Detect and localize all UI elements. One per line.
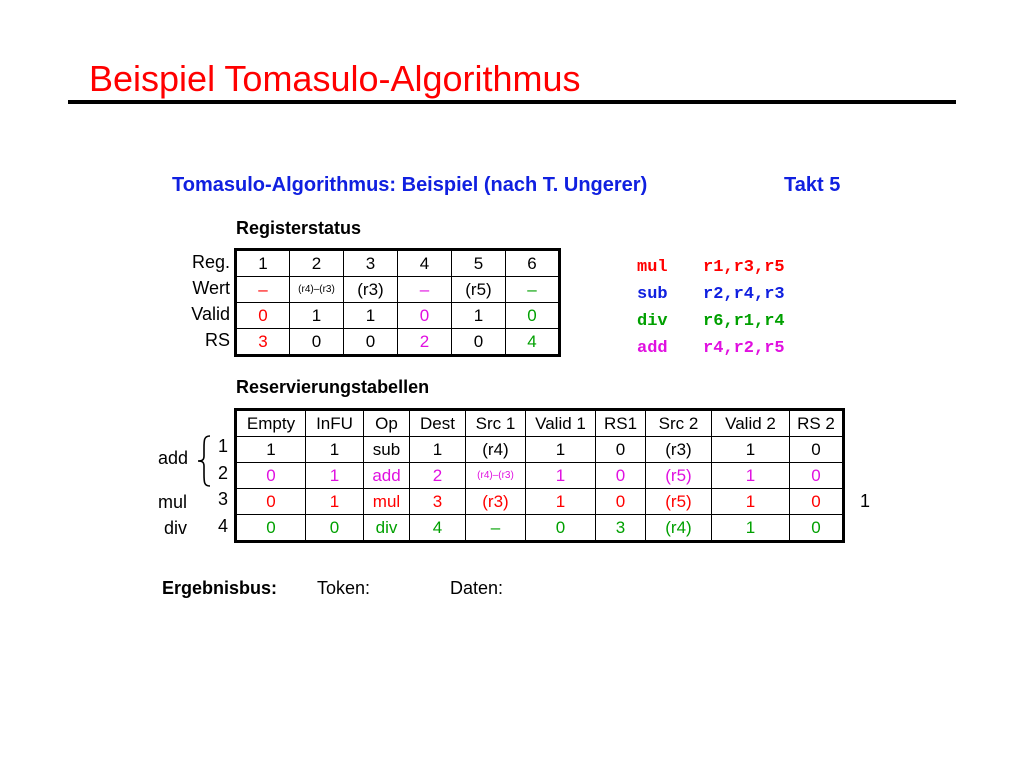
- instruction-operands: r1,r3,r5: [703, 258, 785, 277]
- reservation-cell: 3: [596, 515, 646, 542]
- row-label-reg: Reg.: [191, 252, 230, 272]
- reservation-cell: mul: [364, 489, 410, 515]
- reservation-cell: (r3): [646, 437, 712, 463]
- instruction-opcode: add: [637, 339, 668, 358]
- register-cell: 0: [398, 303, 452, 329]
- instruction-opcode: div: [637, 312, 668, 331]
- register-cell: 4: [506, 329, 560, 356]
- reservation-cell: 0: [236, 489, 306, 515]
- register-status-table: [234, 248, 561, 357]
- reservation-cell: 2: [410, 463, 466, 489]
- reservation-column-header: Src 2: [646, 410, 712, 437]
- register-cell: (r4)–(r3): [290, 277, 344, 303]
- reservation-cell: 0: [790, 437, 844, 463]
- reservation-table: [234, 408, 845, 543]
- reservation-cell: 0: [790, 463, 844, 489]
- reservation-cell: –: [466, 515, 526, 542]
- register-cell: 0: [290, 329, 344, 356]
- reservation-cell: sub: [364, 437, 410, 463]
- register-cell: 0: [506, 303, 560, 329]
- register-cell: 3: [344, 250, 398, 277]
- register-cell: 5: [452, 250, 506, 277]
- reservation-row: [236, 463, 844, 489]
- reservation-cell: (r5): [646, 463, 712, 489]
- register-cell: –: [506, 277, 560, 303]
- row-label-rs: RS: [204, 330, 230, 350]
- reservation-cell: 4: [410, 515, 466, 542]
- reservation-row: [236, 515, 844, 542]
- register-cell: 3: [236, 329, 290, 356]
- register-cell: 0: [344, 329, 398, 356]
- reservation-row: [236, 489, 844, 515]
- instruction-operands: r4,r2,r5: [703, 339, 785, 358]
- register-cell: 4: [398, 250, 452, 277]
- reservation-row-number: 4: [218, 515, 229, 536]
- reservation-cell: 3: [410, 489, 466, 515]
- register-cell: 6: [506, 250, 560, 277]
- reservation-column-header: RS 2: [790, 410, 844, 437]
- reservation-row: [236, 437, 844, 463]
- reservation-tables-heading: Reservierungstabellen: [236, 377, 430, 397]
- register-cell: –: [236, 277, 290, 303]
- register-row-valid: [236, 303, 560, 329]
- reservation-cell: 0: [596, 463, 646, 489]
- register-cell: 1: [452, 303, 506, 329]
- instruction-opcode: sub: [637, 285, 668, 304]
- side-mark: 1: [860, 491, 871, 511]
- reservation-cell: 0: [236, 515, 306, 542]
- group-label-add: add: [158, 448, 189, 468]
- reservation-cell: div: [364, 515, 410, 542]
- reservation-cell: 0: [596, 489, 646, 515]
- add-brace-icon: [196, 434, 212, 488]
- reservation-cell: 1: [306, 463, 364, 489]
- reservation-cell: add: [364, 463, 410, 489]
- token-label: Token:: [317, 578, 371, 598]
- reservation-column-header: RS1: [596, 410, 646, 437]
- title-underline: [68, 100, 956, 104]
- register-cell: 0: [452, 329, 506, 356]
- reservation-cell: 1: [712, 515, 790, 542]
- instruction-operands: r2,r4,r3: [703, 285, 785, 304]
- register-row-reg: [236, 250, 560, 277]
- instruction-operands: r6,r1,r4: [703, 312, 785, 331]
- example-heading: Tomasulo-Algorithmus: Beispiel (nach T. Ungerer): [172, 174, 648, 196]
- reservation-cell: 0: [306, 515, 364, 542]
- reservation-cell: 0: [790, 515, 844, 542]
- reservation-cell: (r4): [466, 437, 526, 463]
- reservation-cell: 1: [526, 489, 596, 515]
- reservation-cell: 1: [306, 437, 364, 463]
- reservation-cell: 1: [712, 489, 790, 515]
- register-cell: 1: [236, 250, 290, 277]
- data-label: Daten:: [450, 578, 504, 598]
- reservation-cell: (r4): [646, 515, 712, 542]
- group-label-div: div: [164, 518, 188, 538]
- reservation-cell: 0: [236, 463, 306, 489]
- reservation-column-header: Op: [364, 410, 410, 437]
- register-cell: (r3): [344, 277, 398, 303]
- reservation-cell: 1: [306, 489, 364, 515]
- slide-title: Beispiel Tomasulo-Algorithmus: [89, 58, 581, 99]
- instruction-opcode: mul: [637, 258, 668, 277]
- register-cell: 2: [398, 329, 452, 356]
- reservation-header-row: [236, 410, 844, 437]
- reservation-column-header: Valid 2: [712, 410, 790, 437]
- reservation-cell: 1: [712, 437, 790, 463]
- register-cell: –: [398, 277, 452, 303]
- row-label-valid: Valid: [191, 304, 230, 324]
- register-cell: 1: [344, 303, 398, 329]
- reservation-cell: 1: [526, 463, 596, 489]
- reservation-cell: (r5): [646, 489, 712, 515]
- reservation-cell: (r4)–(r3): [466, 463, 526, 489]
- row-label-wert: Wert: [192, 278, 230, 298]
- reservation-cell: 1: [410, 437, 466, 463]
- register-cell: 2: [290, 250, 344, 277]
- register-cell: 1: [290, 303, 344, 329]
- reservation-row-number: 2: [218, 462, 229, 483]
- reservation-column-header: Dest: [410, 410, 466, 437]
- reservation-cell: 0: [596, 437, 646, 463]
- register-cell: (r5): [452, 277, 506, 303]
- register-row-rs: [236, 329, 560, 356]
- reservation-column-header: Src 1: [466, 410, 526, 437]
- reservation-column-header: Valid 1: [526, 410, 596, 437]
- reservation-cell: 0: [526, 515, 596, 542]
- register-status-heading: Registerstatus: [236, 218, 362, 238]
- reservation-row-number: 1: [218, 436, 229, 456]
- register-row-wert: [236, 277, 560, 303]
- reservation-column-header: InFU: [306, 410, 364, 437]
- reservation-cell: 1: [712, 463, 790, 489]
- reservation-cell: 1: [526, 437, 596, 463]
- clock-cycle-label: Takt 5: [784, 174, 841, 196]
- reservation-cell: 1: [236, 437, 306, 463]
- reservation-row-number: 3: [218, 489, 229, 509]
- reservation-cell: (r3): [466, 489, 526, 515]
- reservation-cell: 0: [790, 489, 844, 515]
- reservation-column-header: Empty: [236, 410, 306, 437]
- register-cell: 0: [236, 303, 290, 329]
- group-label-mul: mul: [158, 492, 188, 512]
- result-bus-label: Ergebnisbus:: [162, 578, 278, 598]
